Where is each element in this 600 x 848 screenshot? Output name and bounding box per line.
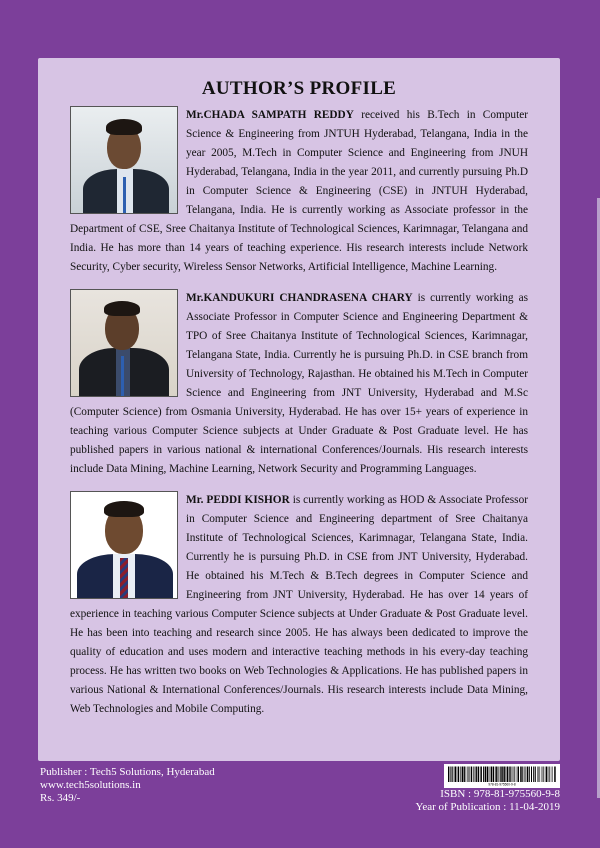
barcode-bar — [476, 767, 477, 783]
barcode-bar — [520, 767, 522, 783]
barcode-bar — [539, 767, 540, 783]
barcode-bar — [509, 767, 510, 783]
author-bio-2: is currently working as Associate Professor in Computer Science and Engineering Department & TPO of Sree Chaitanya Institute of Technological Sciences, Karimnagar, Telangana State, India. Currently he is pursuing Ph.D. in CSE branch from University of Technology, Rajasthan. He obtained his M.Tech in Computer Science and Engineering from JNT University, Hyderabad and M.Sc (Computer Science) from Osmania University, Hyderabad. He has over 15+ years of experience in teaching various Computer Science subjects at Under Graduate & Post Graduate level. He has published papers in various national & international Conferences/Journals. His research interests include Data Mining, Machine Learning, Network Security and Programming Languages. — [70, 292, 528, 475]
author-name-3: Mr. PEDDI KISHOR — [186, 494, 290, 506]
isbn-barcode — [444, 764, 560, 788]
barcode-bar — [450, 767, 451, 783]
author-name-1: Mr.CHADA SAMPATH REDDY — [186, 109, 354, 121]
barcode-bar — [451, 767, 452, 783]
barcode-bar — [498, 767, 499, 783]
barcode-bar — [478, 767, 480, 783]
publisher-label: Publisher : Tech5 Solutions, Hyderabad — [40, 766, 215, 778]
profile-1 — [70, 106, 528, 277]
barcode-bar — [545, 767, 546, 783]
barcode-bar — [491, 767, 493, 783]
barcode-bar — [525, 767, 526, 783]
barcode-bar — [485, 767, 487, 783]
barcode-bar — [500, 767, 501, 783]
author-name-2: Mr.KANDUKURI CHANDRASENA CHARY — [186, 292, 413, 304]
barcode-bar — [458, 767, 460, 783]
barcode-bar — [501, 767, 503, 783]
profile-3 — [70, 491, 528, 719]
barcode-bar — [514, 767, 515, 783]
author-photo-1 — [70, 106, 178, 214]
barcode-bar — [512, 767, 513, 783]
barcode-bar — [462, 767, 464, 783]
barcode-bar — [506, 767, 507, 783]
author-bio-1: received his B.Tech in Computer Science & Engineering from JNTUH Hyderabad, Telangana, India in the year 2005, M.Tech in Computer Science and Engineering from JNUH Hyderabad, Telangana, India in the year 2011, and currently pursuing Ph.D in Computer Science & Engineering (CSE) in JNTUH Hyderabad, Telangana, India. He is currently working as Associate professor in the Department of CSE, Sree Chaitanya Institute of Technological Sciences, Karimnagar, Telangana and India. He has more than 14 years of teaching experience. His research interests include Network Security, Cyber security, Wireless Sensor Networks, Artificial Intelligence, Machine Learning. — [70, 109, 528, 273]
barcode-bar — [483, 767, 484, 783]
barcode-bar — [527, 767, 529, 783]
barcode-bar — [543, 767, 544, 783]
barcode-bar — [522, 767, 523, 783]
barcode-bar — [541, 767, 542, 783]
barcode-bar — [469, 767, 470, 783]
barcode-bar — [448, 767, 449, 783]
publisher-info — [40, 766, 215, 805]
barcode-bar — [531, 767, 532, 783]
barcode-bar — [471, 767, 473, 783]
publication-year: Year of Publication : 11-04-2019 — [415, 801, 560, 813]
barcode-bar — [554, 767, 556, 783]
price-label: Rs. 349/- — [40, 792, 81, 804]
barcode-bar — [533, 767, 534, 783]
barcode-bar — [452, 767, 453, 783]
author-photo-3 — [70, 491, 178, 599]
barcode-bar — [480, 767, 482, 783]
barcode-bar — [537, 767, 538, 783]
barcode-bar — [503, 767, 505, 783]
barcode-bar — [553, 767, 554, 783]
barcode-digits: 978-81-975560-9-8 — [488, 782, 516, 786]
isbn-label: ISBN : 978-81-975560-9-8 — [440, 788, 560, 800]
barcode-bar — [455, 767, 457, 783]
barcode-bar — [538, 767, 539, 783]
author-profile-panel — [38, 58, 560, 761]
barcode-bar — [489, 767, 490, 783]
barcode-bar — [473, 767, 474, 783]
barcode-bar — [507, 767, 509, 783]
author-bio-3: is currently working as HOD & Associate Professor in Computer Science and Engineering department of Sree Chaitanya Institute of Technological Sciences, Karimnagar, Telangana State, India. Currently he is pursuing Ph.D. in CSE from JNT University, Hyderabad. He obtained his M.Tech & B.Tech degrees in Computer Science and Engineering from JNT University, Hyderabad. He has over 14 years of experience in teaching various Computer Science subjects at Under Graduate & Post Graduate level. He has been into teaching and research since 2005. He has always been dedicated to improve the quality of education and uses modern and interactive teaching methods in his every-day teaching process. He has written two books on Web Technologies & Applications. He has published papers in various National & International Conferences/Journals. His research interests include Data Mining, Web Technologies and Mobile Computing. — [70, 494, 528, 715]
barcode-bar — [493, 767, 495, 783]
barcode-bar — [546, 767, 548, 783]
profile-2 — [70, 289, 528, 479]
barcode-bar — [549, 767, 550, 783]
barcode-bar — [487, 767, 489, 783]
publisher-website: www.tech5solutions.in — [40, 779, 141, 791]
barcode-bar — [467, 767, 468, 783]
barcode-bar — [535, 767, 536, 783]
barcode-bar — [518, 767, 520, 783]
isbn-block — [408, 764, 560, 814]
author-photo-2 — [70, 289, 178, 397]
barcode-bar — [464, 767, 465, 783]
barcode-bar — [510, 767, 511, 783]
barcode-bar — [495, 767, 497, 783]
barcode-bar — [516, 767, 517, 783]
page-title: AUTHOR’S PROFILE — [201, 78, 397, 99]
barcode-bar — [551, 767, 552, 783]
barcode-bar — [475, 767, 476, 783]
barcode-bar — [466, 767, 467, 783]
barcode-bar — [529, 767, 530, 783]
barcode-bar — [460, 767, 461, 783]
barcode-bar — [457, 767, 458, 783]
